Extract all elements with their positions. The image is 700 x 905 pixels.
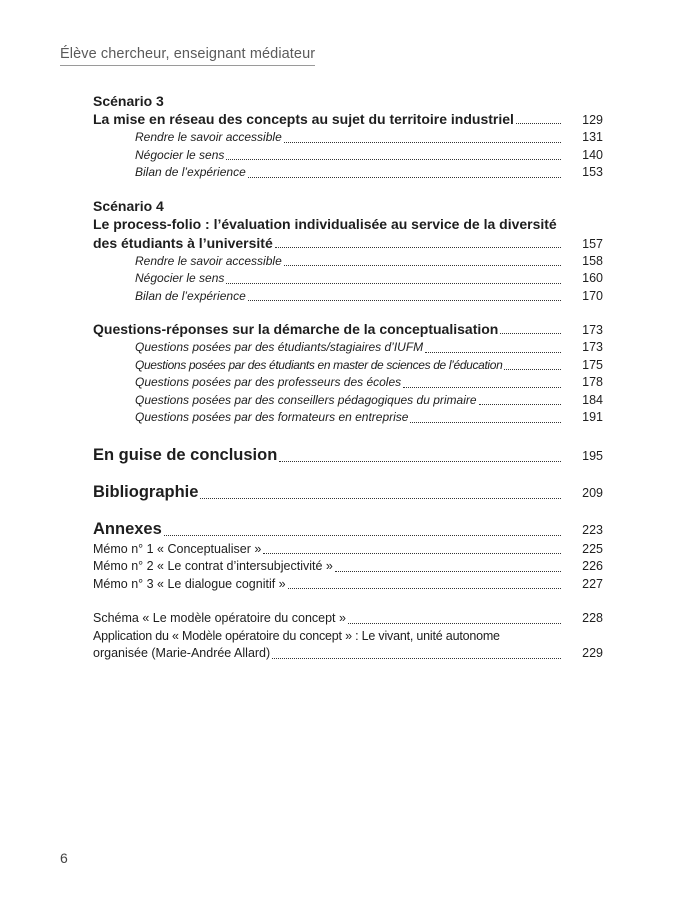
toc-entry-label: Bilan de l’expérience — [135, 288, 246, 303]
toc-page-number: 184 — [582, 392, 603, 407]
toc-page-number: 153 — [582, 165, 603, 179]
toc-entry-scenario-3[interactable] — [93, 110, 603, 129]
toc-page-number: 160 — [582, 271, 603, 285]
toc-entry-label: Bibliographie — [93, 482, 199, 501]
toc-subentry[interactable] — [93, 374, 603, 392]
toc-page-number: 173 — [582, 323, 603, 337]
toc-entry-label: Questions posées par des formateurs en entreprise — [135, 410, 409, 424]
toc-page-number: 225 — [582, 541, 603, 556]
scenario-3-heading: Scénario 3 — [93, 93, 164, 109]
toc-entry-label: En guise de conclusion — [93, 445, 278, 464]
toc-entry-label: La mise en réseau des concepts au sujet du territoire industriel — [93, 111, 514, 127]
dot-leader — [275, 246, 561, 248]
toc-subentry[interactable] — [93, 357, 603, 375]
page-number: 6 — [60, 850, 68, 866]
dot-leader — [335, 570, 561, 572]
dot-leader — [500, 332, 561, 334]
toc-entry-label: Rendre le savoir accessible — [135, 253, 282, 268]
dot-leader — [479, 403, 561, 405]
toc-entry-label: Mémo n° 3 « Le dialogue cognitif » — [93, 576, 286, 591]
toc-entry-schema[interactable] — [93, 610, 603, 628]
toc-page-number: 175 — [582, 357, 603, 372]
dot-leader — [279, 460, 561, 462]
running-head: Élève chercheur, enseignant médiateur — [60, 46, 315, 66]
toc-entry-label: Annexes — [93, 519, 162, 538]
dot-leader — [200, 497, 561, 499]
toc-subentry[interactable] — [93, 164, 603, 182]
toc-annex-entry[interactable] — [93, 541, 603, 559]
toc-page-number: 223 — [582, 522, 603, 537]
toc-entry-label: Mémo n° 1 « Conceptualiser » — [93, 541, 262, 556]
toc-page-number: 227 — [582, 576, 603, 591]
toc-subentry[interactable] — [93, 288, 603, 306]
toc-page-number: 140 — [582, 147, 603, 162]
toc-subentry[interactable] — [93, 253, 603, 271]
toc-entry-label: Questions-réponses sur la démarche de la conceptualisation — [93, 321, 499, 337]
toc-annex-entry[interactable] — [93, 576, 603, 594]
scenario-4-heading: Scénario 4 — [93, 197, 164, 214]
toc-entry-label: Questions posées par des étudiants/stagiaires d’IUFM — [135, 340, 424, 354]
toc-subentry[interactable] — [93, 129, 603, 147]
toc-page-number: 209 — [582, 485, 603, 500]
toc-annex-entry[interactable] — [93, 558, 603, 576]
dot-leader — [425, 351, 561, 353]
toc-entry-conclusion[interactable] — [93, 444, 603, 467]
toc-entry-label: Mémo n° 2 « Le contrat d’intersubjectivité » — [93, 559, 333, 573]
toc-page-number: 170 — [582, 288, 603, 303]
toc-entry-label: Questions posées par des professeurs des écoles — [135, 375, 402, 389]
dot-leader — [403, 386, 561, 388]
toc-entry-label: organisée (Marie-Andrée Allard) — [93, 646, 271, 660]
toc-entry-label: Rendre le savoir accessible — [135, 130, 282, 144]
toc-entry-bibliographie[interactable] — [93, 481, 603, 504]
dot-leader — [164, 534, 561, 536]
toc-page-number: 129 — [582, 113, 603, 127]
toc-entry-application[interactable] — [93, 645, 603, 663]
toc-page-number: 173 — [582, 340, 603, 354]
toc-page-number: 178 — [582, 375, 603, 389]
toc-page-number: 195 — [582, 448, 603, 463]
toc-page-number: 228 — [582, 611, 603, 625]
toc-page-number: 191 — [582, 410, 603, 424]
toc-page-number: 226 — [582, 559, 603, 573]
dot-leader — [410, 421, 561, 423]
dot-leader — [284, 141, 561, 143]
dot-leader — [263, 552, 561, 554]
toc-entry-questions[interactable] — [93, 320, 603, 339]
dot-leader — [284, 264, 561, 266]
toc-entry-label: Questions posées par des étudiants en master de sciences de l’éducation — [135, 357, 503, 372]
toc-entry-label: des étudiants à l’université — [93, 234, 273, 251]
table-of-contents — [93, 92, 603, 663]
toc-subentry[interactable] — [93, 339, 603, 357]
dot-leader — [348, 622, 561, 624]
toc-entry-annexes[interactable] — [93, 518, 603, 541]
toc-subentry[interactable] — [93, 392, 603, 410]
toc-entry-label: Négocier le sens — [135, 147, 225, 162]
toc-page-number: 229 — [582, 646, 603, 660]
toc-entry-label: Bilan de l’expérience — [135, 165, 246, 179]
dot-leader — [248, 299, 561, 301]
toc-page-number: 131 — [582, 130, 603, 144]
toc-subentry[interactable] — [93, 147, 603, 165]
toc-entry-label: Négocier le sens — [135, 271, 225, 285]
toc-entry-label: Schéma « Le modèle opératoire du concept » — [93, 611, 346, 625]
toc-entry-scenario-4[interactable] — [93, 234, 603, 253]
dot-leader — [248, 176, 561, 178]
toc-entry-label: Questions posées par des conseillers pédagogiques du primaire — [135, 392, 477, 407]
dot-leader — [288, 587, 561, 589]
dot-leader — [226, 282, 561, 284]
dot-leader — [516, 122, 561, 124]
toc-page-number: 158 — [582, 253, 603, 268]
dot-leader — [226, 158, 561, 160]
scenario-4-title-line: Le process-folio : l’évaluation individualisée au service de la diversité — [93, 215, 557, 232]
toc-subentry[interactable] — [93, 409, 603, 427]
toc-page-number: 157 — [582, 236, 603, 251]
application-title-line: Application du « Modèle opératoire du concept » : Le vivant, unité autonome — [93, 628, 500, 643]
toc-subentry[interactable] — [93, 270, 603, 288]
dot-leader — [504, 368, 561, 370]
dot-leader — [272, 657, 561, 659]
